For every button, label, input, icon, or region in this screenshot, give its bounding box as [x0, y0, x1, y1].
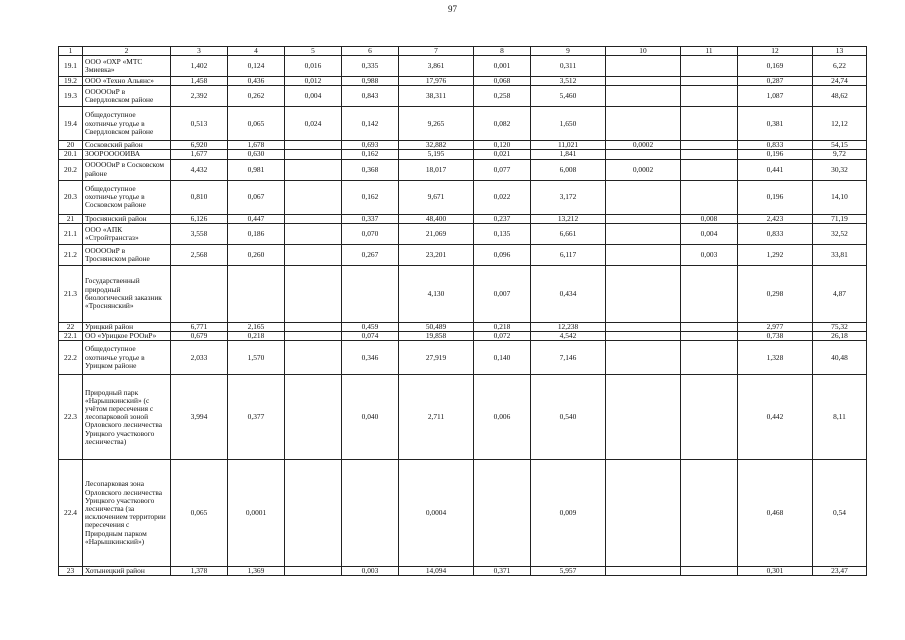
value-cell: 0,267	[342, 244, 399, 265]
value-cell: 3,994	[171, 375, 228, 460]
value-cell: 0,981	[228, 159, 285, 180]
value-cell: 3,861	[399, 56, 474, 77]
table-row	[59, 86, 867, 107]
value-cell	[681, 322, 738, 331]
column-number-cell: 7	[399, 47, 474, 56]
value-cell: 0,096	[474, 244, 531, 265]
column-number-cell: 13	[813, 47, 867, 56]
value-cell: 0,442	[738, 375, 813, 460]
value-cell: 3,172	[531, 180, 606, 214]
value-cell: 0,006	[474, 375, 531, 460]
value-cell: 0,040	[342, 375, 399, 460]
value-cell	[228, 265, 285, 322]
value-cell: 6,920	[171, 141, 228, 150]
row-number-cell: 20.2	[59, 159, 83, 180]
value-cell: 0,067	[228, 180, 285, 214]
value-cell: 0,810	[171, 180, 228, 214]
row-name-cell: ООО «Техно Альянс»	[83, 77, 171, 86]
value-cell	[342, 265, 399, 322]
table-row	[59, 56, 867, 77]
value-cell: 2,033	[171, 341, 228, 375]
value-cell: 48,62	[813, 86, 867, 107]
value-cell: 6,008	[531, 159, 606, 180]
row-number-cell: 20	[59, 141, 83, 150]
value-cell: 1,292	[738, 244, 813, 265]
value-cell	[606, 332, 681, 341]
value-cell	[285, 244, 342, 265]
row-name-cell: Государственный природный биологический заказник «Троснянский»	[83, 265, 171, 322]
value-cell	[285, 214, 342, 223]
value-cell: 0,074	[342, 332, 399, 341]
column-number-cell: 11	[681, 47, 738, 56]
value-cell: 0,0004	[399, 460, 474, 567]
row-name-cell: Лесопарковая зона Орловского лесничества Урицкого участкового лесничества (за исключением территории пересечения с Природным парком «Нарышкинский»)	[83, 460, 171, 567]
row-name-cell: Троснянский район	[83, 214, 171, 223]
value-cell: 0,833	[738, 223, 813, 244]
value-cell: 0,693	[342, 141, 399, 150]
row-number-cell: 21.2	[59, 244, 83, 265]
column-number-row	[59, 47, 867, 56]
value-cell: 0,630	[228, 150, 285, 159]
value-cell	[681, 567, 738, 576]
value-cell	[681, 332, 738, 341]
value-cell	[606, 341, 681, 375]
value-cell: 19,858	[399, 332, 474, 341]
row-number-cell: 19.3	[59, 86, 83, 107]
value-cell: 6,771	[171, 322, 228, 331]
value-cell: 0,024	[285, 107, 342, 141]
value-cell: 0,021	[474, 150, 531, 159]
value-cell: 0,016	[285, 56, 342, 77]
value-cell	[606, 265, 681, 322]
row-name-cell: ОООООиР в Свердловском районе	[83, 86, 171, 107]
value-cell	[285, 180, 342, 214]
value-cell: 0,072	[474, 332, 531, 341]
row-name-cell: Общедоступное охотничье угодье в Урицком районе	[83, 341, 171, 375]
value-cell: 0,371	[474, 567, 531, 576]
value-cell: 0,337	[342, 214, 399, 223]
value-cell: 6,126	[171, 214, 228, 223]
value-cell: 21,069	[399, 223, 474, 244]
value-cell: 5,460	[531, 86, 606, 107]
value-cell: 0,436	[228, 77, 285, 86]
value-cell: 23,201	[399, 244, 474, 265]
value-cell: 1,402	[171, 56, 228, 77]
value-cell	[681, 77, 738, 86]
value-cell: 2,423	[738, 214, 813, 223]
value-cell: 4,542	[531, 332, 606, 341]
value-cell: 0,077	[474, 159, 531, 180]
column-number-cell: 1	[59, 47, 83, 56]
value-cell: 0,434	[531, 265, 606, 322]
value-cell: 1,378	[171, 567, 228, 576]
value-cell: 18,017	[399, 159, 474, 180]
value-cell: 0,237	[474, 214, 531, 223]
value-cell	[606, 150, 681, 159]
table-row	[59, 460, 867, 567]
value-cell: 5,195	[399, 150, 474, 159]
value-cell: 0,368	[342, 159, 399, 180]
value-cell: 0,262	[228, 86, 285, 107]
value-cell	[606, 567, 681, 576]
value-cell	[285, 567, 342, 576]
value-cell	[681, 341, 738, 375]
table-row	[59, 567, 867, 576]
value-cell	[285, 322, 342, 331]
value-cell: 0,0002	[606, 141, 681, 150]
column-number-cell: 5	[285, 47, 342, 56]
value-cell: 8,11	[813, 375, 867, 460]
row-number-cell: 22	[59, 322, 83, 331]
row-name-cell: Урицкий район	[83, 322, 171, 331]
value-cell	[285, 332, 342, 341]
row-name-cell: Общедоступное охотничье угодье в Свердловском районе	[83, 107, 171, 141]
row-name-cell: ОООООиР в Сосковском районе	[83, 159, 171, 180]
value-cell: 0,004	[285, 86, 342, 107]
value-cell: 32,882	[399, 141, 474, 150]
value-cell: 0,169	[738, 56, 813, 77]
value-cell: 0,140	[474, 341, 531, 375]
value-cell: 33,81	[813, 244, 867, 265]
value-cell: 4,432	[171, 159, 228, 180]
value-cell: 0,346	[342, 341, 399, 375]
value-cell: 0,833	[738, 141, 813, 150]
value-cell: 1,678	[228, 141, 285, 150]
value-cell: 0,007	[474, 265, 531, 322]
value-cell	[474, 460, 531, 567]
row-name-cell: ОО «Урицкое РООиР»	[83, 332, 171, 341]
row-number-cell: 22.2	[59, 341, 83, 375]
table-row	[59, 180, 867, 214]
row-name-cell: ООО «АПК «Стройтрансгаз»	[83, 223, 171, 244]
value-cell: 0,009	[531, 460, 606, 567]
value-cell	[285, 265, 342, 322]
value-cell: 2,711	[399, 375, 474, 460]
row-number-cell: 22.3	[59, 375, 83, 460]
table-row	[59, 77, 867, 86]
row-number-cell: 19.2	[59, 77, 83, 86]
value-cell	[606, 107, 681, 141]
value-cell	[285, 141, 342, 150]
value-cell: 4,130	[399, 265, 474, 322]
value-cell: 0,298	[738, 265, 813, 322]
value-cell	[606, 180, 681, 214]
value-cell	[681, 86, 738, 107]
row-number-cell: 19.1	[59, 56, 83, 77]
value-cell: 0,186	[228, 223, 285, 244]
column-number-cell: 2	[83, 47, 171, 56]
value-cell: 1,650	[531, 107, 606, 141]
value-cell: 0,068	[474, 77, 531, 86]
value-cell: 27,919	[399, 341, 474, 375]
table-row	[59, 265, 867, 322]
row-name-cell: ЗООРООООИВА	[83, 150, 171, 159]
value-cell: 0,738	[738, 332, 813, 341]
value-cell: 0,196	[738, 180, 813, 214]
value-cell: 1,458	[171, 77, 228, 86]
value-cell: 0,218	[228, 332, 285, 341]
value-cell: 0,142	[342, 107, 399, 141]
value-cell: 0,196	[738, 150, 813, 159]
value-cell: 1,570	[228, 341, 285, 375]
value-cell	[681, 460, 738, 567]
value-cell: 3,558	[171, 223, 228, 244]
value-cell	[606, 56, 681, 77]
value-cell: 71,19	[813, 214, 867, 223]
value-cell: 50,489	[399, 322, 474, 331]
value-cell: 5,957	[531, 567, 606, 576]
row-name-cell: Сосковский район	[83, 141, 171, 150]
value-cell: 24,74	[813, 77, 867, 86]
value-cell: 0,004	[681, 223, 738, 244]
value-cell: 40,48	[813, 341, 867, 375]
value-cell	[285, 341, 342, 375]
value-cell: 6,117	[531, 244, 606, 265]
value-cell: 0,441	[738, 159, 813, 180]
value-cell	[681, 56, 738, 77]
value-cell: 0,258	[474, 86, 531, 107]
value-cell	[285, 460, 342, 567]
column-number-cell: 12	[738, 47, 813, 56]
column-number-cell: 9	[531, 47, 606, 56]
value-cell	[342, 460, 399, 567]
value-cell: 0,54	[813, 460, 867, 567]
value-cell: 17,976	[399, 77, 474, 86]
value-cell: 0,0002	[606, 159, 681, 180]
value-cell: 1,841	[531, 150, 606, 159]
value-cell	[606, 375, 681, 460]
value-cell: 0,513	[171, 107, 228, 141]
value-cell: 0,003	[681, 244, 738, 265]
value-cell: 0,381	[738, 107, 813, 141]
value-cell: 14,094	[399, 567, 474, 576]
value-cell: 30,32	[813, 159, 867, 180]
value-cell	[606, 214, 681, 223]
column-number-cell: 4	[228, 47, 285, 56]
value-cell: 2,165	[228, 322, 285, 331]
value-cell: 23,47	[813, 567, 867, 576]
row-number-cell: 20.3	[59, 180, 83, 214]
value-cell	[285, 375, 342, 460]
column-number-cell: 3	[171, 47, 228, 56]
table-row	[59, 244, 867, 265]
value-cell: 0,988	[342, 77, 399, 86]
value-cell: 1,328	[738, 341, 813, 375]
value-cell	[285, 150, 342, 159]
value-cell: 26,18	[813, 332, 867, 341]
value-cell: 2,977	[738, 322, 813, 331]
value-cell	[681, 159, 738, 180]
value-cell	[285, 159, 342, 180]
row-name-cell: Природный парк «Нарышкинский» (с учётом пересечения с лесопарковой зоной Орловского лесничества Урицкого участкового лесничества)	[83, 375, 171, 460]
value-cell: 9,72	[813, 150, 867, 159]
table-row	[59, 159, 867, 180]
value-cell: 6,661	[531, 223, 606, 244]
value-cell: 0,001	[474, 56, 531, 77]
row-number-cell: 21.3	[59, 265, 83, 322]
table-row	[59, 223, 867, 244]
value-cell: 0,065	[171, 460, 228, 567]
value-cell	[171, 265, 228, 322]
value-cell: 0,162	[342, 150, 399, 159]
value-cell: 0,070	[342, 223, 399, 244]
value-cell	[606, 322, 681, 331]
value-cell: 7,146	[531, 341, 606, 375]
value-cell: 0,124	[228, 56, 285, 77]
value-cell: 0,540	[531, 375, 606, 460]
row-name-cell: Общедоступное охотничье угодье в Сосковском районе	[83, 180, 171, 214]
value-cell	[681, 107, 738, 141]
value-cell: 0,218	[474, 322, 531, 331]
row-name-cell: ООО «ОХР «МТС Змиевка»	[83, 56, 171, 77]
column-number-cell: 6	[342, 47, 399, 56]
value-cell: 14,10	[813, 180, 867, 214]
table-row	[59, 214, 867, 223]
value-cell: 2,392	[171, 86, 228, 107]
table-row	[59, 322, 867, 331]
row-number-cell: 21	[59, 214, 83, 223]
value-cell	[606, 77, 681, 86]
value-cell	[681, 375, 738, 460]
value-cell: 13,212	[531, 214, 606, 223]
value-cell: 0,311	[531, 56, 606, 77]
value-cell: 12,238	[531, 322, 606, 331]
value-cell	[285, 223, 342, 244]
value-cell	[681, 265, 738, 322]
value-cell	[681, 141, 738, 150]
value-cell: 0,468	[738, 460, 813, 567]
value-cell	[681, 180, 738, 214]
value-cell: 0,447	[228, 214, 285, 223]
value-cell	[606, 223, 681, 244]
value-cell: 0,003	[342, 567, 399, 576]
value-cell: 1,087	[738, 86, 813, 107]
row-number-cell: 19.4	[59, 107, 83, 141]
value-cell	[606, 460, 681, 567]
data-table	[58, 46, 867, 576]
table-row	[59, 332, 867, 341]
value-cell: 0,120	[474, 141, 531, 150]
value-cell: 0,065	[228, 107, 285, 141]
row-number-cell: 22.1	[59, 332, 83, 341]
table-row	[59, 141, 867, 150]
table-row	[59, 150, 867, 159]
value-cell: 0,335	[342, 56, 399, 77]
value-cell: 0,459	[342, 322, 399, 331]
table-row	[59, 375, 867, 460]
value-cell: 2,568	[171, 244, 228, 265]
value-cell: 0,287	[738, 77, 813, 86]
row-number-cell: 22.4	[59, 460, 83, 567]
row-number-cell: 21.1	[59, 223, 83, 244]
value-cell: 0,012	[285, 77, 342, 86]
table-row	[59, 107, 867, 141]
row-name-cell: ОООООиР в Троснянском районе	[83, 244, 171, 265]
value-cell: 0,135	[474, 223, 531, 244]
value-cell: 11,021	[531, 141, 606, 150]
value-cell: 12,12	[813, 107, 867, 141]
value-cell: 0,377	[228, 375, 285, 460]
row-name-cell: Хотынецкий район	[83, 567, 171, 576]
column-number-cell: 8	[474, 47, 531, 56]
value-cell: 0,260	[228, 244, 285, 265]
value-cell: 0,843	[342, 86, 399, 107]
page-number: 97	[448, 4, 457, 14]
value-cell: 1,369	[228, 567, 285, 576]
value-cell: 75,32	[813, 322, 867, 331]
value-cell: 0,301	[738, 567, 813, 576]
value-cell: 32,52	[813, 223, 867, 244]
value-cell: 0,008	[681, 214, 738, 223]
value-cell: 3,512	[531, 77, 606, 86]
value-cell: 1,677	[171, 150, 228, 159]
value-cell: 0,162	[342, 180, 399, 214]
value-cell	[606, 86, 681, 107]
value-cell: 54,15	[813, 141, 867, 150]
row-number-cell: 20.1	[59, 150, 83, 159]
column-number-cell: 10	[606, 47, 681, 56]
value-cell: 9,671	[399, 180, 474, 214]
value-cell: 6,22	[813, 56, 867, 77]
value-cell	[681, 150, 738, 159]
value-cell: 38,311	[399, 86, 474, 107]
value-cell: 48,400	[399, 214, 474, 223]
value-cell: 9,265	[399, 107, 474, 141]
table-row	[59, 341, 867, 375]
value-cell: 0,679	[171, 332, 228, 341]
value-cell: 4,87	[813, 265, 867, 322]
value-cell: 0,0001	[228, 460, 285, 567]
value-cell: 0,082	[474, 107, 531, 141]
value-cell	[606, 244, 681, 265]
row-number-cell: 23	[59, 567, 83, 576]
value-cell: 0,022	[474, 180, 531, 214]
